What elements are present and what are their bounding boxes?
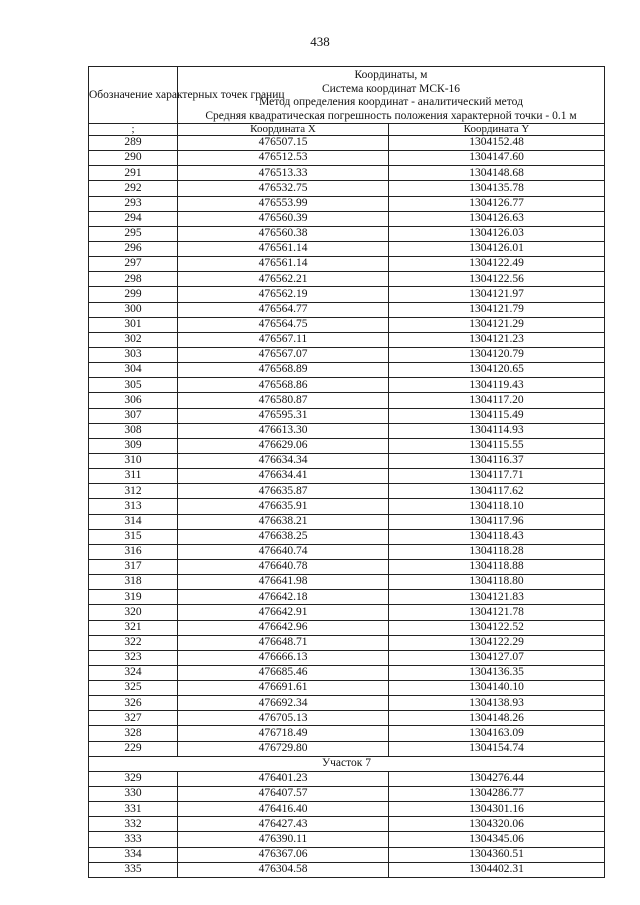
point-number-cell: 295 (89, 226, 178, 241)
coordinate-y-cell: 1304117.71 (389, 469, 605, 484)
table-row (89, 559, 605, 574)
coordinate-x-cell: 476705.13 (178, 711, 389, 726)
coordinate-y-cell: 1304120.79 (389, 347, 605, 362)
table-row (89, 378, 605, 393)
coordinate-x-cell: 476641.98 (178, 575, 389, 590)
table-row (89, 484, 605, 499)
point-number-cell: 335 (89, 862, 178, 877)
point-number-cell: 314 (89, 514, 178, 529)
coordinate-x-cell: 476692.34 (178, 696, 389, 711)
coordinate-y-cell: 1304286.77 (389, 787, 605, 802)
point-number-cell: 329 (89, 771, 178, 786)
point-number-cell: 331 (89, 802, 178, 817)
point-number-cell: 328 (89, 726, 178, 741)
coordinate-y-cell: 1304121.78 (389, 605, 605, 620)
table-row (89, 181, 605, 196)
point-number-cell: 303 (89, 347, 178, 362)
point-number-cell: 298 (89, 272, 178, 287)
coordinate-x-cell: 476567.11 (178, 332, 389, 347)
coordinate-x-cell: 476304.58 (178, 862, 389, 877)
table-row (89, 605, 605, 620)
coordinate-y-cell: 1304119.43 (389, 378, 605, 393)
point-number-cell: 299 (89, 287, 178, 302)
coordinate-x-cell: 476513.33 (178, 166, 389, 181)
coordinate-y-cell: 1304118.10 (389, 499, 605, 514)
coordinate-y-cell: 1304121.97 (389, 287, 605, 302)
coordinate-x-cell: 476532.75 (178, 181, 389, 196)
point-number-cell: 311 (89, 469, 178, 484)
table-row (89, 832, 605, 847)
coordinate-y-cell: 1304122.29 (389, 635, 605, 650)
table-row (89, 650, 605, 665)
x-column-header: Координата X (178, 124, 389, 136)
coordinate-x-cell: 476640.74 (178, 544, 389, 559)
determination-method: Метод определения координат - аналитический метод (259, 96, 523, 109)
coordinate-x-cell: 476568.89 (178, 363, 389, 378)
point-number-cell: 301 (89, 317, 178, 332)
coordinate-y-cell: 1304122.56 (389, 272, 605, 287)
coordinates-title: Координаты, м (354, 69, 428, 81)
table-row (89, 166, 605, 181)
point-number-cell: 309 (89, 438, 178, 453)
coordinate-y-cell: 1304117.20 (389, 393, 605, 408)
coordinate-x-cell: 476642.96 (178, 620, 389, 635)
coordinate-y-cell: 1304138.93 (389, 696, 605, 711)
point-number-cell: 321 (89, 620, 178, 635)
point-number-cell: 334 (89, 847, 178, 862)
table-row (89, 771, 605, 786)
coordinate-y-cell: 1304122.52 (389, 620, 605, 635)
coordinate-x-cell: 476666.13 (178, 650, 389, 665)
point-number-cell: 289 (89, 136, 178, 151)
point-number-cell: 304 (89, 363, 178, 378)
coordinate-y-cell: 1304121.83 (389, 590, 605, 605)
coordinate-x-cell: 476642.18 (178, 590, 389, 605)
point-number-cell: 325 (89, 681, 178, 696)
coordinate-x-cell: 476560.38 (178, 226, 389, 241)
point-number-cell: 322 (89, 635, 178, 650)
table-row (89, 726, 605, 741)
point-number-cell: 332 (89, 817, 178, 832)
coordinate-y-cell: 1304135.78 (389, 181, 605, 196)
point-number-cell: 307 (89, 408, 178, 423)
coordinate-y-cell: 1304121.29 (389, 317, 605, 332)
point-number-cell: 293 (89, 196, 178, 211)
coordinate-y-cell: 1304117.62 (389, 484, 605, 499)
point-number-cell: 302 (89, 332, 178, 347)
table-row (89, 802, 605, 817)
section-row (89, 756, 605, 771)
point-number-cell: 306 (89, 393, 178, 408)
coordinate-x-cell: 476642.91 (178, 605, 389, 620)
coordinate-y-cell: 1304118.80 (389, 575, 605, 590)
coordinate-x-cell: 476568.86 (178, 378, 389, 393)
table-row (89, 862, 605, 877)
section-title: Участок 7 (89, 756, 605, 771)
table-row (89, 847, 605, 862)
coordinate-y-cell: 1304140.10 (389, 681, 605, 696)
accuracy-note: Средняя квадратическая погрешность положения характерной точки - 0.1 м (205, 109, 577, 122)
point-number-cell: 313 (89, 499, 178, 514)
table-row (89, 635, 605, 650)
point-number-cell: 291 (89, 166, 178, 181)
coordinate-y-cell: 1304126.63 (389, 211, 605, 226)
point-number-cell: 292 (89, 181, 178, 196)
coordinate-y-cell: 1304345.06 (389, 832, 605, 847)
table-row (89, 226, 605, 241)
coordinate-x-cell: 476685.46 (178, 665, 389, 680)
point-number-cell: 317 (89, 559, 178, 574)
table-row (89, 241, 605, 256)
coordinate-y-cell: 1304126.01 (389, 241, 605, 256)
table-row (89, 681, 605, 696)
coordinate-y-cell: 1304402.31 (389, 862, 605, 877)
table-row (89, 272, 605, 287)
table-row (89, 287, 605, 302)
point-number-cell: 319 (89, 590, 178, 605)
coordinate-x-cell: 476562.21 (178, 272, 389, 287)
coordinate-x-cell: 476634.34 (178, 453, 389, 468)
coordinate-x-cell: 476635.87 (178, 484, 389, 499)
point-number-cell: 324 (89, 665, 178, 680)
coordinate-y-cell: 1304121.79 (389, 302, 605, 317)
coordinate-y-cell: 1304360.51 (389, 847, 605, 862)
table-row (89, 544, 605, 559)
coordinate-x-cell: 476729.80 (178, 741, 389, 756)
coordinate-system: Система координат МСК-16 (321, 82, 461, 95)
point-number-cell: 297 (89, 257, 178, 272)
coordinate-x-cell: 476564.75 (178, 317, 389, 332)
point-number-cell: 310 (89, 453, 178, 468)
coordinates-table (88, 66, 605, 878)
coordinate-y-cell: 1304320.06 (389, 817, 605, 832)
coordinate-y-cell: 1304121.23 (389, 332, 605, 347)
table-row (89, 257, 605, 272)
coordinate-x-cell: 476638.25 (178, 529, 389, 544)
coordinate-y-cell: 1304117.96 (389, 514, 605, 529)
coordinate-y-cell: 1304152.48 (389, 136, 605, 151)
coordinate-x-cell: 476613.30 (178, 423, 389, 438)
point-number-cell: 290 (89, 151, 178, 166)
coordinate-y-cell: 1304118.28 (389, 544, 605, 559)
coordinate-x-cell: 476564.77 (178, 302, 389, 317)
table-row (89, 620, 605, 635)
point-subheader: ; (89, 124, 178, 136)
coordinate-y-cell: 1304115.55 (389, 438, 605, 453)
coordinate-x-cell: 476553.99 (178, 196, 389, 211)
table-row (89, 453, 605, 468)
point-number-cell: 315 (89, 529, 178, 544)
coordinate-x-cell: 476416.40 (178, 802, 389, 817)
point-number-cell: 308 (89, 423, 178, 438)
table-row (89, 211, 605, 226)
coordinate-x-cell: 476638.21 (178, 514, 389, 529)
coordinate-x-cell: 476401.23 (178, 771, 389, 786)
point-number-cell: 296 (89, 241, 178, 256)
table-row (89, 408, 605, 423)
coordinate-y-cell: 1304163.09 (389, 726, 605, 741)
coordinate-x-cell: 476567.07 (178, 347, 389, 362)
point-number-cell: 333 (89, 832, 178, 847)
coordinate-x-cell: 476635.91 (178, 499, 389, 514)
coordinate-y-cell: 1304136.35 (389, 665, 605, 680)
coordinate-x-cell: 476718.49 (178, 726, 389, 741)
table-row (89, 741, 605, 756)
point-number-cell: 327 (89, 711, 178, 726)
table-header-row (89, 67, 605, 124)
table-row (89, 787, 605, 802)
coordinate-y-cell: 1304115.49 (389, 408, 605, 423)
coordinate-x-cell: 476367.06 (178, 847, 389, 862)
coordinate-x-cell: 476634.41 (178, 469, 389, 484)
coordinate-x-cell: 476640.78 (178, 559, 389, 574)
table-row (89, 817, 605, 832)
coordinate-y-cell: 1304116.37 (389, 453, 605, 468)
table-row (89, 696, 605, 711)
coordinate-y-cell: 1304118.88 (389, 559, 605, 574)
table-row (89, 302, 605, 317)
point-number-cell: 312 (89, 484, 178, 499)
table-row (89, 151, 605, 166)
table-row (89, 136, 605, 151)
point-number-cell: 300 (89, 302, 178, 317)
table-row (89, 529, 605, 544)
table-row (89, 332, 605, 347)
point-number-cell: 330 (89, 787, 178, 802)
point-number-cell: 320 (89, 605, 178, 620)
coordinate-x-cell: 476595.31 (178, 408, 389, 423)
table-row (89, 575, 605, 590)
table-row (89, 665, 605, 680)
coordinate-y-cell: 1304114.93 (389, 423, 605, 438)
point-number-cell: 323 (89, 650, 178, 665)
table-row (89, 711, 605, 726)
table-row (89, 363, 605, 378)
coordinate-x-cell: 476512.53 (178, 151, 389, 166)
table-row (89, 423, 605, 438)
coordinate-y-cell: 1304118.43 (389, 529, 605, 544)
coordinate-x-cell: 476580.87 (178, 393, 389, 408)
coordinate-x-cell: 476407.57 (178, 787, 389, 802)
column-subheader-row (89, 124, 605, 136)
coordinate-y-cell: 1304148.26 (389, 711, 605, 726)
table-row (89, 590, 605, 605)
coordinate-x-cell: 476390.11 (178, 832, 389, 847)
table-row (89, 514, 605, 529)
coordinate-x-cell: 476648.71 (178, 635, 389, 650)
table-row (89, 393, 605, 408)
coordinate-x-cell: 476561.14 (178, 241, 389, 256)
coordinate-x-cell: 476507.15 (178, 136, 389, 151)
point-number-cell: 305 (89, 378, 178, 393)
coordinate-y-cell: 1304148.68 (389, 166, 605, 181)
table-row (89, 469, 605, 484)
table-row (89, 438, 605, 453)
coordinate-y-cell: 1304122.49 (389, 257, 605, 272)
coordinate-y-cell: 1304126.03 (389, 226, 605, 241)
point-designation-header: Обозначение характерных точек границ (89, 67, 178, 124)
coordinate-x-cell: 476629.06 (178, 438, 389, 453)
table-row (89, 347, 605, 362)
table-row (89, 317, 605, 332)
coordinate-y-cell: 1304147.60 (389, 151, 605, 166)
coordinate-y-cell: 1304276.44 (389, 771, 605, 786)
point-number-cell: 229 (89, 741, 178, 756)
coordinate-y-cell: 1304127.07 (389, 650, 605, 665)
point-number-cell: 316 (89, 544, 178, 559)
coordinate-y-cell: 1304120.65 (389, 363, 605, 378)
page-number: 438 (310, 34, 330, 49)
table-row (89, 499, 605, 514)
point-number-cell: 326 (89, 696, 178, 711)
coordinate-x-cell: 476561.14 (178, 257, 389, 272)
coordinate-y-cell: 1304301.16 (389, 802, 605, 817)
coordinate-x-cell: 476560.39 (178, 211, 389, 226)
coordinate-x-cell: 476427.43 (178, 817, 389, 832)
coordinate-x-cell: 476691.61 (178, 681, 389, 696)
point-number-cell: 318 (89, 575, 178, 590)
point-number-cell: 294 (89, 211, 178, 226)
coordinate-y-cell: 1304126.77 (389, 196, 605, 211)
coordinate-y-cell: 1304154.74 (389, 741, 605, 756)
table-row (89, 196, 605, 211)
y-column-header: Координата Y (389, 124, 605, 136)
coordinate-x-cell: 476562.19 (178, 287, 389, 302)
